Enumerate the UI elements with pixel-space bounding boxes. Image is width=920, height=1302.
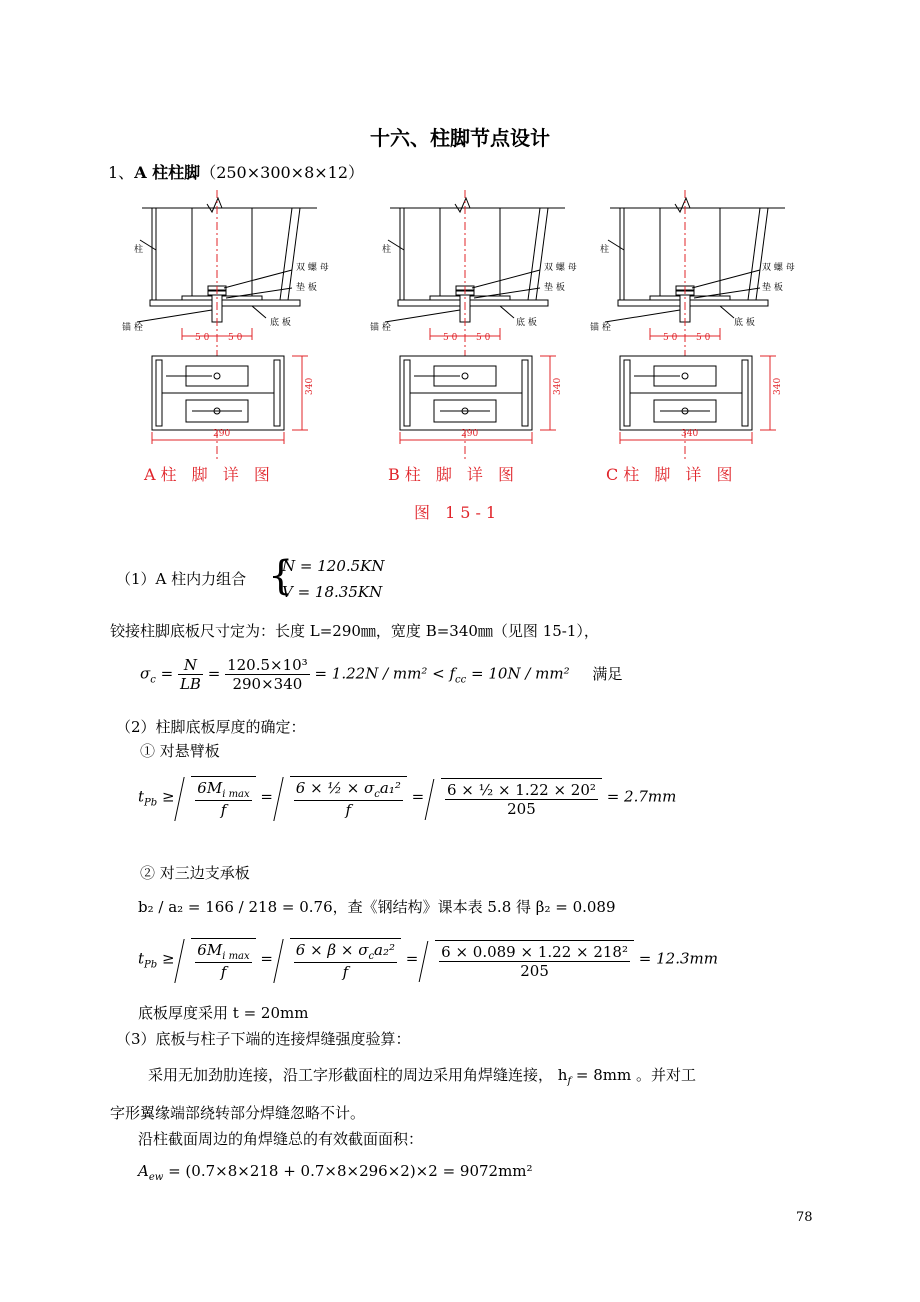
dim-width-a: 290 — [213, 429, 231, 439]
p1-label: （1）A 柱内力组合 — [116, 570, 247, 588]
label-anchor-b: 锚 栓 — [370, 323, 391, 333]
eq2: $t_{Pb}$ ≥ $\frac{6M_{i max}}{f}$ = $\frac{6 \times \frac{1}{2} \times \sigma_ca_1^2}{f}$ = $\frac{\text{6 × ½ × 1.22 × 20²}}{205}$ = 2.7mm — [138, 776, 676, 819]
label-washer-c: 垫 板 — [762, 283, 783, 293]
page-number: 78 — [796, 1210, 813, 1225]
eq3: $t_{Pb}$ ≥ $\frac{6M_{i max}}{f}$ = $\frac{6 \times \beta \times \sigma_ca_2^2}{f}$ = $\frac{\text{6 × 0.089 × 1.22 × 218²}}{205}$ = 12.3mm — [138, 938, 718, 981]
p8: （3）底板与柱子下端的连接焊缝强度验算： — [116, 1030, 411, 1048]
caption-panel-c: C柱 脚 详 图 — [606, 465, 738, 484]
caption-panel-b: B柱 脚 详 图 — [388, 465, 520, 484]
section-title: 十六、柱脚节点设计 — [370, 126, 550, 150]
label-washer-a: 垫 板 — [296, 283, 317, 293]
label-base-b: 底 板 — [516, 318, 537, 328]
dim-width-b: 290 — [461, 429, 479, 439]
figure-caption: 图 15-1 — [414, 503, 502, 522]
dim-50a-1: 5 0 — [195, 333, 210, 343]
subsection-bold: A 柱柱脚 — [134, 163, 201, 182]
dim-width-c: 340 — [681, 429, 699, 439]
dim-50c-2: 5 0 — [696, 333, 711, 343]
label-column-c: 柱 — [600, 245, 610, 255]
p3: （2）柱脚底板厚度的确定： — [116, 718, 306, 736]
subsection-num: 1、 — [108, 163, 135, 182]
dim-height-a: 340 — [305, 377, 315, 395]
dim-height-c: 340 — [773, 377, 783, 395]
p6: b₂ / a₂ = 166 / 218 = 0.76，查《钢结构》课本表 5.8 得 β₂ = 0.089 — [138, 898, 616, 916]
p4: ① 对悬臂板 — [140, 742, 220, 760]
label-column-a: 柱 — [134, 245, 144, 255]
label-base-c: 底 板 — [734, 318, 755, 328]
label-nut-a: 双 螺 母 — [296, 263, 329, 273]
eq4: $A_{ew} = (0.7\times 8\times 218 + 0.7\times 8\times 296\times 2)\times 2 = 9072mm^2$ — [138, 1162, 533, 1183]
subsection-dims: （250×300×8×12） — [200, 163, 365, 182]
label-anchor-c: 锚 栓 — [590, 323, 611, 333]
dim-50b-2: 5 0 — [476, 333, 491, 343]
dim-50b-1: 5 0 — [443, 333, 458, 343]
dim-50c-1: 5 0 — [663, 333, 678, 343]
p9: 采用无加劲肋连接，沿工字形截面柱的周边采用角焊缝连接， $h_f = 8mm$ 。并对工 — [148, 1066, 697, 1087]
dim-height-b: 340 — [553, 377, 563, 395]
label-base-a: 底 板 — [270, 318, 291, 328]
eq1: $\sigma_c$ = $\frac{N}{LB}$ = $\frac{\text{120.5×10³}}{290\times 340}$ = $1.22N / mm^2 < f_{cc} = 10N / mm^2$ 满足 — [140, 656, 623, 693]
dim-50a-2: 5 0 — [228, 333, 243, 343]
p1-brace: { — [268, 553, 294, 599]
p10: 字形翼缘端部绕转部分焊缝忽略不计。 — [110, 1104, 366, 1122]
label-nut-c: 双 螺 母 — [762, 263, 795, 273]
label-column-b: 柱 — [382, 245, 392, 255]
label-anchor-a: 锚 栓 — [122, 323, 143, 333]
column-foot-figure — [0, 190, 920, 490]
label-nut-b: 双 螺 母 — [544, 263, 577, 273]
panel-b — [385, 190, 565, 460]
p2: 铰接柱脚底板尺寸定为：长度 L=290㎜，宽度 B=340㎜（见图 15-1）， — [110, 622, 599, 640]
panel-c — [605, 190, 785, 460]
p11: 沿柱截面周边的角焊缝总的有效截面面积： — [138, 1130, 424, 1148]
p7: 底板厚度采用 t = 20mm — [138, 1004, 309, 1022]
p5: ② 对三边支承板 — [140, 864, 250, 882]
caption-panel-a: A柱 脚 详 图 — [144, 465, 275, 484]
label-washer-b: 垫 板 — [544, 283, 565, 293]
p1-v: V = 18.35KN — [282, 583, 383, 601]
p1-n: N = 120.5KN — [282, 557, 385, 575]
subsection-heading — [108, 160, 364, 183]
